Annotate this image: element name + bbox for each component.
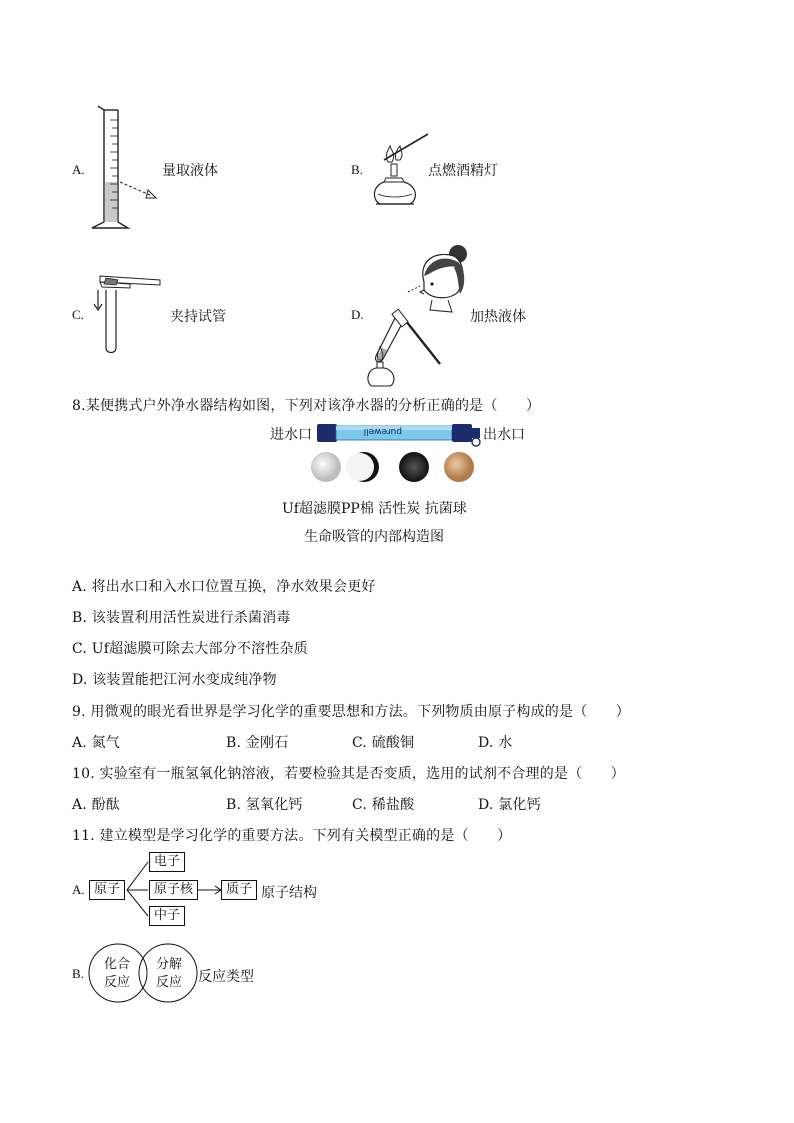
q8-option-d: D. 该装置能把江河水变成纯净物 (72, 672, 277, 688)
venn-title: 反应类型 (198, 969, 254, 985)
option-caption: 点燃酒精灯 (428, 163, 498, 179)
q9-option-c: C. 硫酸铜 (352, 735, 415, 751)
model-neutron: 中子 (149, 906, 185, 926)
q11-stem: 11. 建立模型是学习化学的重要方法。下列有关模型正确的是（ ） (72, 828, 512, 844)
inlet-label: 进水口 (270, 427, 312, 443)
model-title: 原子结构 (261, 885, 317, 901)
option-letter: A. (72, 162, 85, 177)
q8-option-b: B. 该装置利用活性炭进行杀菌消毒 (72, 610, 291, 626)
outlet-label: 出水口 (483, 427, 525, 443)
option-letter: C. (72, 307, 84, 322)
q10-stem: 10. 实验室有一瓶氢氧化钠溶液，若要检验其是否变质，选用的试剂不合理的是（ ） (72, 766, 625, 782)
q10-option-d: D. 氯化钙 (478, 797, 541, 813)
layers-label: Uf超滤膜PP棉 活性炭 抗菌球 (282, 501, 467, 517)
model-atom: 原子 (89, 880, 125, 900)
option-letter: D. (351, 307, 364, 322)
option-caption: 夹持试管 (170, 309, 226, 325)
venn-left-line1: 化合 (104, 957, 131, 972)
model-electron: 电子 (149, 852, 185, 872)
q9-stem: 9. 用微观的眼光看世界是学习化学的重要思想和方法。下列物质由原子构成的是（ ） (72, 704, 631, 720)
q10-option-b: B. 氢氧化钙 (226, 797, 303, 813)
q9-option-a: A. 氮气 (72, 735, 121, 751)
q8-stem: 8.某便携式户外净水器结构如图，下列对该净水器的分析正确的是（ ） (72, 398, 541, 414)
venn-left-line2: 反应 (104, 975, 131, 990)
option-letter: B. (72, 966, 84, 981)
option-caption: 加热液体 (470, 309, 526, 325)
option-letter: A. (72, 882, 85, 897)
brand-text: purewell (363, 426, 402, 436)
model-proton: 质子 (221, 880, 257, 900)
q9-option-b: B. 金刚石 (226, 735, 289, 751)
option-letter: B. (351, 162, 363, 177)
option-caption: 量取液体 (162, 163, 218, 179)
q10-option-c: C. 稀盐酸 (352, 797, 415, 813)
figure-caption: 生命吸管的内部构造图 (304, 529, 444, 545)
model-nucleus: 原子核 (149, 880, 198, 900)
venn-right-line2: 反应 (156, 975, 183, 990)
q9-option-d: D. 水 (478, 735, 513, 751)
q8-option-c: C. Uf超滤膜可除去大部分不溶性杂质 (72, 641, 308, 657)
q8-option-a: A. 将出水口和入水口位置互换，净水效果会更好 (72, 579, 376, 595)
q10-option-a: A. 酚酞 (72, 797, 121, 813)
venn-right-line1: 分解 (156, 957, 183, 972)
